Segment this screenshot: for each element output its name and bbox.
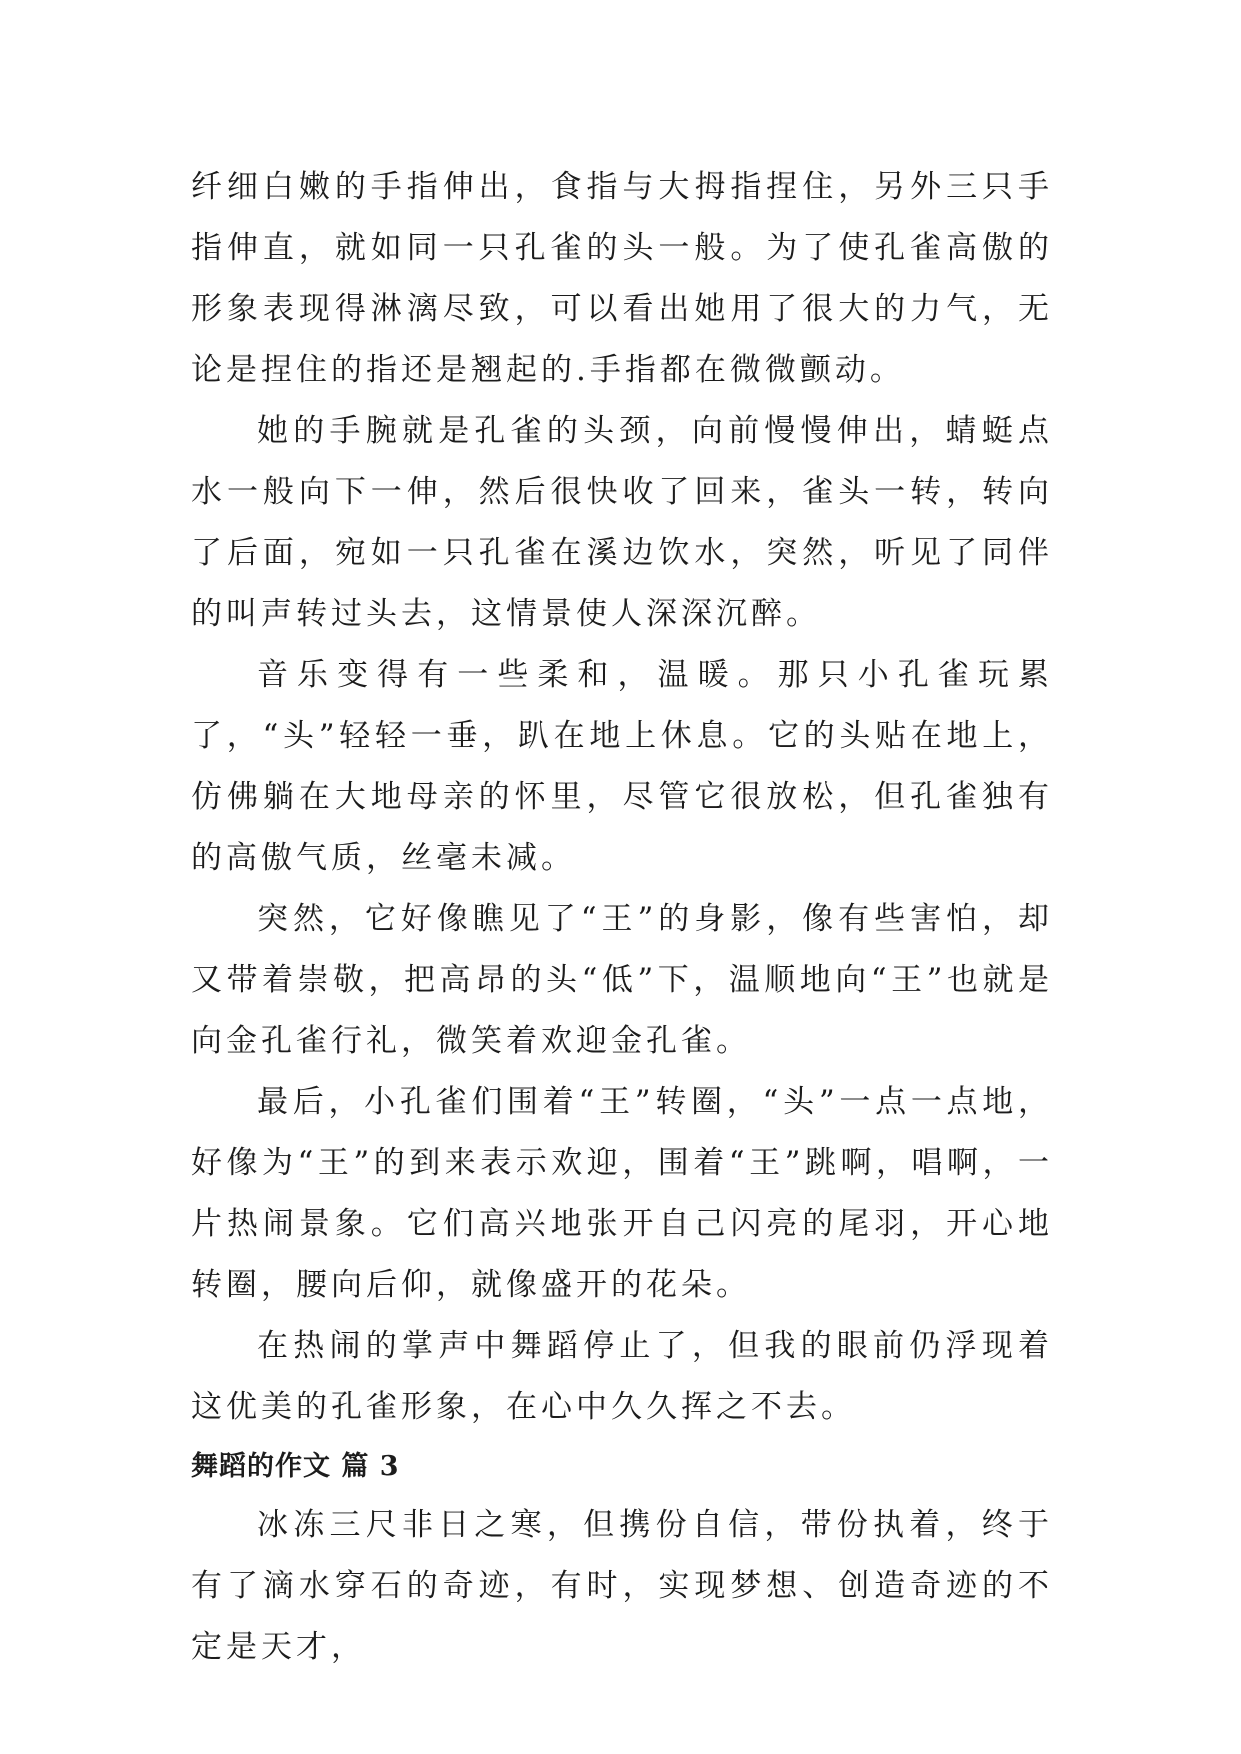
paragraph-6: 在热闹的掌声中舞蹈停止了，但我的眼前仍浮现着这优美的孔雀形象，在心中久久挥之不去。 — [191, 1328, 1053, 1425]
paragraph-7: 冰冻三尺非日之寒，但携份自信，带份执着，终于有了滴水穿石的奇迹，有时，实现梦想、创造奇迹的不定是天才， — [191, 1507, 1053, 1665]
paragraph-5: 最后，小孔雀们围着“王”转圈，“头”一点一点地，好像为“王”的到来表示欢迎，围着“王”跳啊，唱啊，一片热闹景象。它们高兴地张开自己闪亮的尾羽，开心地转圈，腰向后仰，就像盛开的花朵。 — [191, 1084, 1053, 1303]
document-body — [191, 157, 1053, 1678]
paragraph-2: 她的手腕就是孔雀的头颈，向前慢慢伸出，蜻蜓点水一般向下一伸，然后很快收了回来，雀头一转，转向了后面，宛如一只孔雀在溪边饮水，突然，听见了同伴的叫声转过头去，这情景使人深深沉醉。 — [191, 413, 1053, 632]
section-heading: 舞蹈的作文 篇 3 — [191, 1451, 400, 1482]
paragraph-1: 纤细白嫩的手指伸出，食指与大拇指捏住，另外三只手指伸直，就如同一只孔雀的头一般。为了使孔雀高傲的形象表现得淋漓尽致，可以看出她用了很大的力气，无论是捏住的指还是翘起的.手指都在微微颤动。 — [191, 169, 1053, 388]
paragraph-4: 突然，它好像瞧见了“王”的身影，像有些害怕，却又带着崇敬，把高昂的头“低”下，温顺地向“王”也就是向金孔雀行礼，微笑着欢迎金孔雀。 — [191, 901, 1053, 1059]
paragraph-3: 音乐变得有一些柔和，温暖。那只小孔雀玩累了，“头”轻轻一垂，趴在地上休息。它的头贴在地上，仿佛躺在大地母亲的怀里，尽管它很放松，但孔雀独有的高傲气质，丝毫未减。 — [191, 657, 1053, 876]
